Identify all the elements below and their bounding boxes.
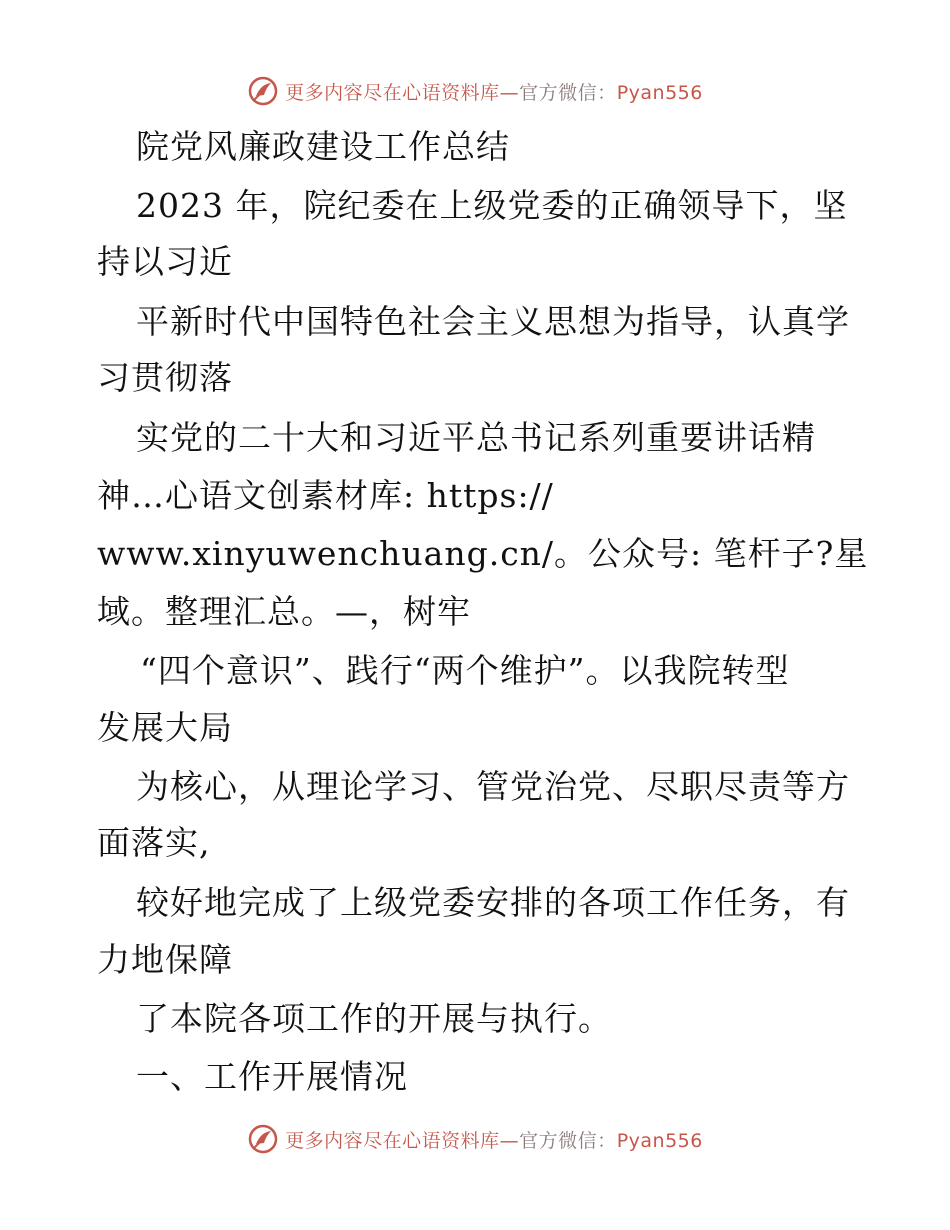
paragraph-line: 较好地完成了上级党委安排的各项工作任务，有 <box>136 883 850 922</box>
document-title: 院党风廉政建设工作总结 <box>136 127 510 166</box>
watermark-separator: — <box>499 1129 520 1152</box>
paragraph-line: 面落实, <box>97 823 211 862</box>
paragraph-line: 域。整理汇总。—，树牢 <box>97 592 471 631</box>
watermark-main-text: 更多内容尽在心语资料库 <box>285 1129 500 1152</box>
watermark-wechat-id: Pyan556 <box>616 81 703 104</box>
watermark-wechat-label: 官方微信： <box>519 1129 617 1152</box>
paragraph-line: 发展大局 <box>97 708 233 747</box>
watermark-wechat-label: 官方微信： <box>519 81 617 104</box>
watermark-banner-top <box>0 71 950 111</box>
paragraph-line: 为核心，从理论学习、管党治党、尽职尽责等方 <box>136 767 850 806</box>
section-heading: 一、工作开展情况 <box>136 1057 408 1096</box>
paragraph-line: 神…心语文创素材库: https:// <box>97 476 554 515</box>
paragraph-line: www.xinyuwenchuang.cn/。公众号: 笔杆子?星 <box>97 534 869 573</box>
watermark-main-text: 更多内容尽在心语资料库 <box>285 81 500 104</box>
paragraph-line: 2023 年，院纪委在上级党委的正确领导下，坚 <box>136 186 848 225</box>
paragraph-line: 了本院各项工作的开展与执行。 <box>136 999 612 1038</box>
paragraph-line: 持以习近 <box>97 242 233 281</box>
paragraph-line: 力地保障 <box>97 940 233 979</box>
watermark-text <box>285 78 703 105</box>
paragraph-line: 平新时代中国特色社会主义思想为指导，认真学 <box>136 302 850 341</box>
watermark-text <box>285 1126 703 1153</box>
paragraph-line: 习贯彻落 <box>97 358 233 397</box>
logo-icon <box>247 75 279 107</box>
paragraph-line: 实党的二十大和习近平总书记系列重要讲话精 <box>136 418 816 457</box>
paragraph-line: “四个意识”、践行“两个维护”。以我院转型 <box>140 651 790 690</box>
watermark-banner-bottom <box>0 1119 950 1159</box>
watermark-separator: — <box>499 81 520 104</box>
watermark-wechat-id: Pyan556 <box>616 1129 703 1152</box>
logo-icon <box>247 1123 279 1155</box>
